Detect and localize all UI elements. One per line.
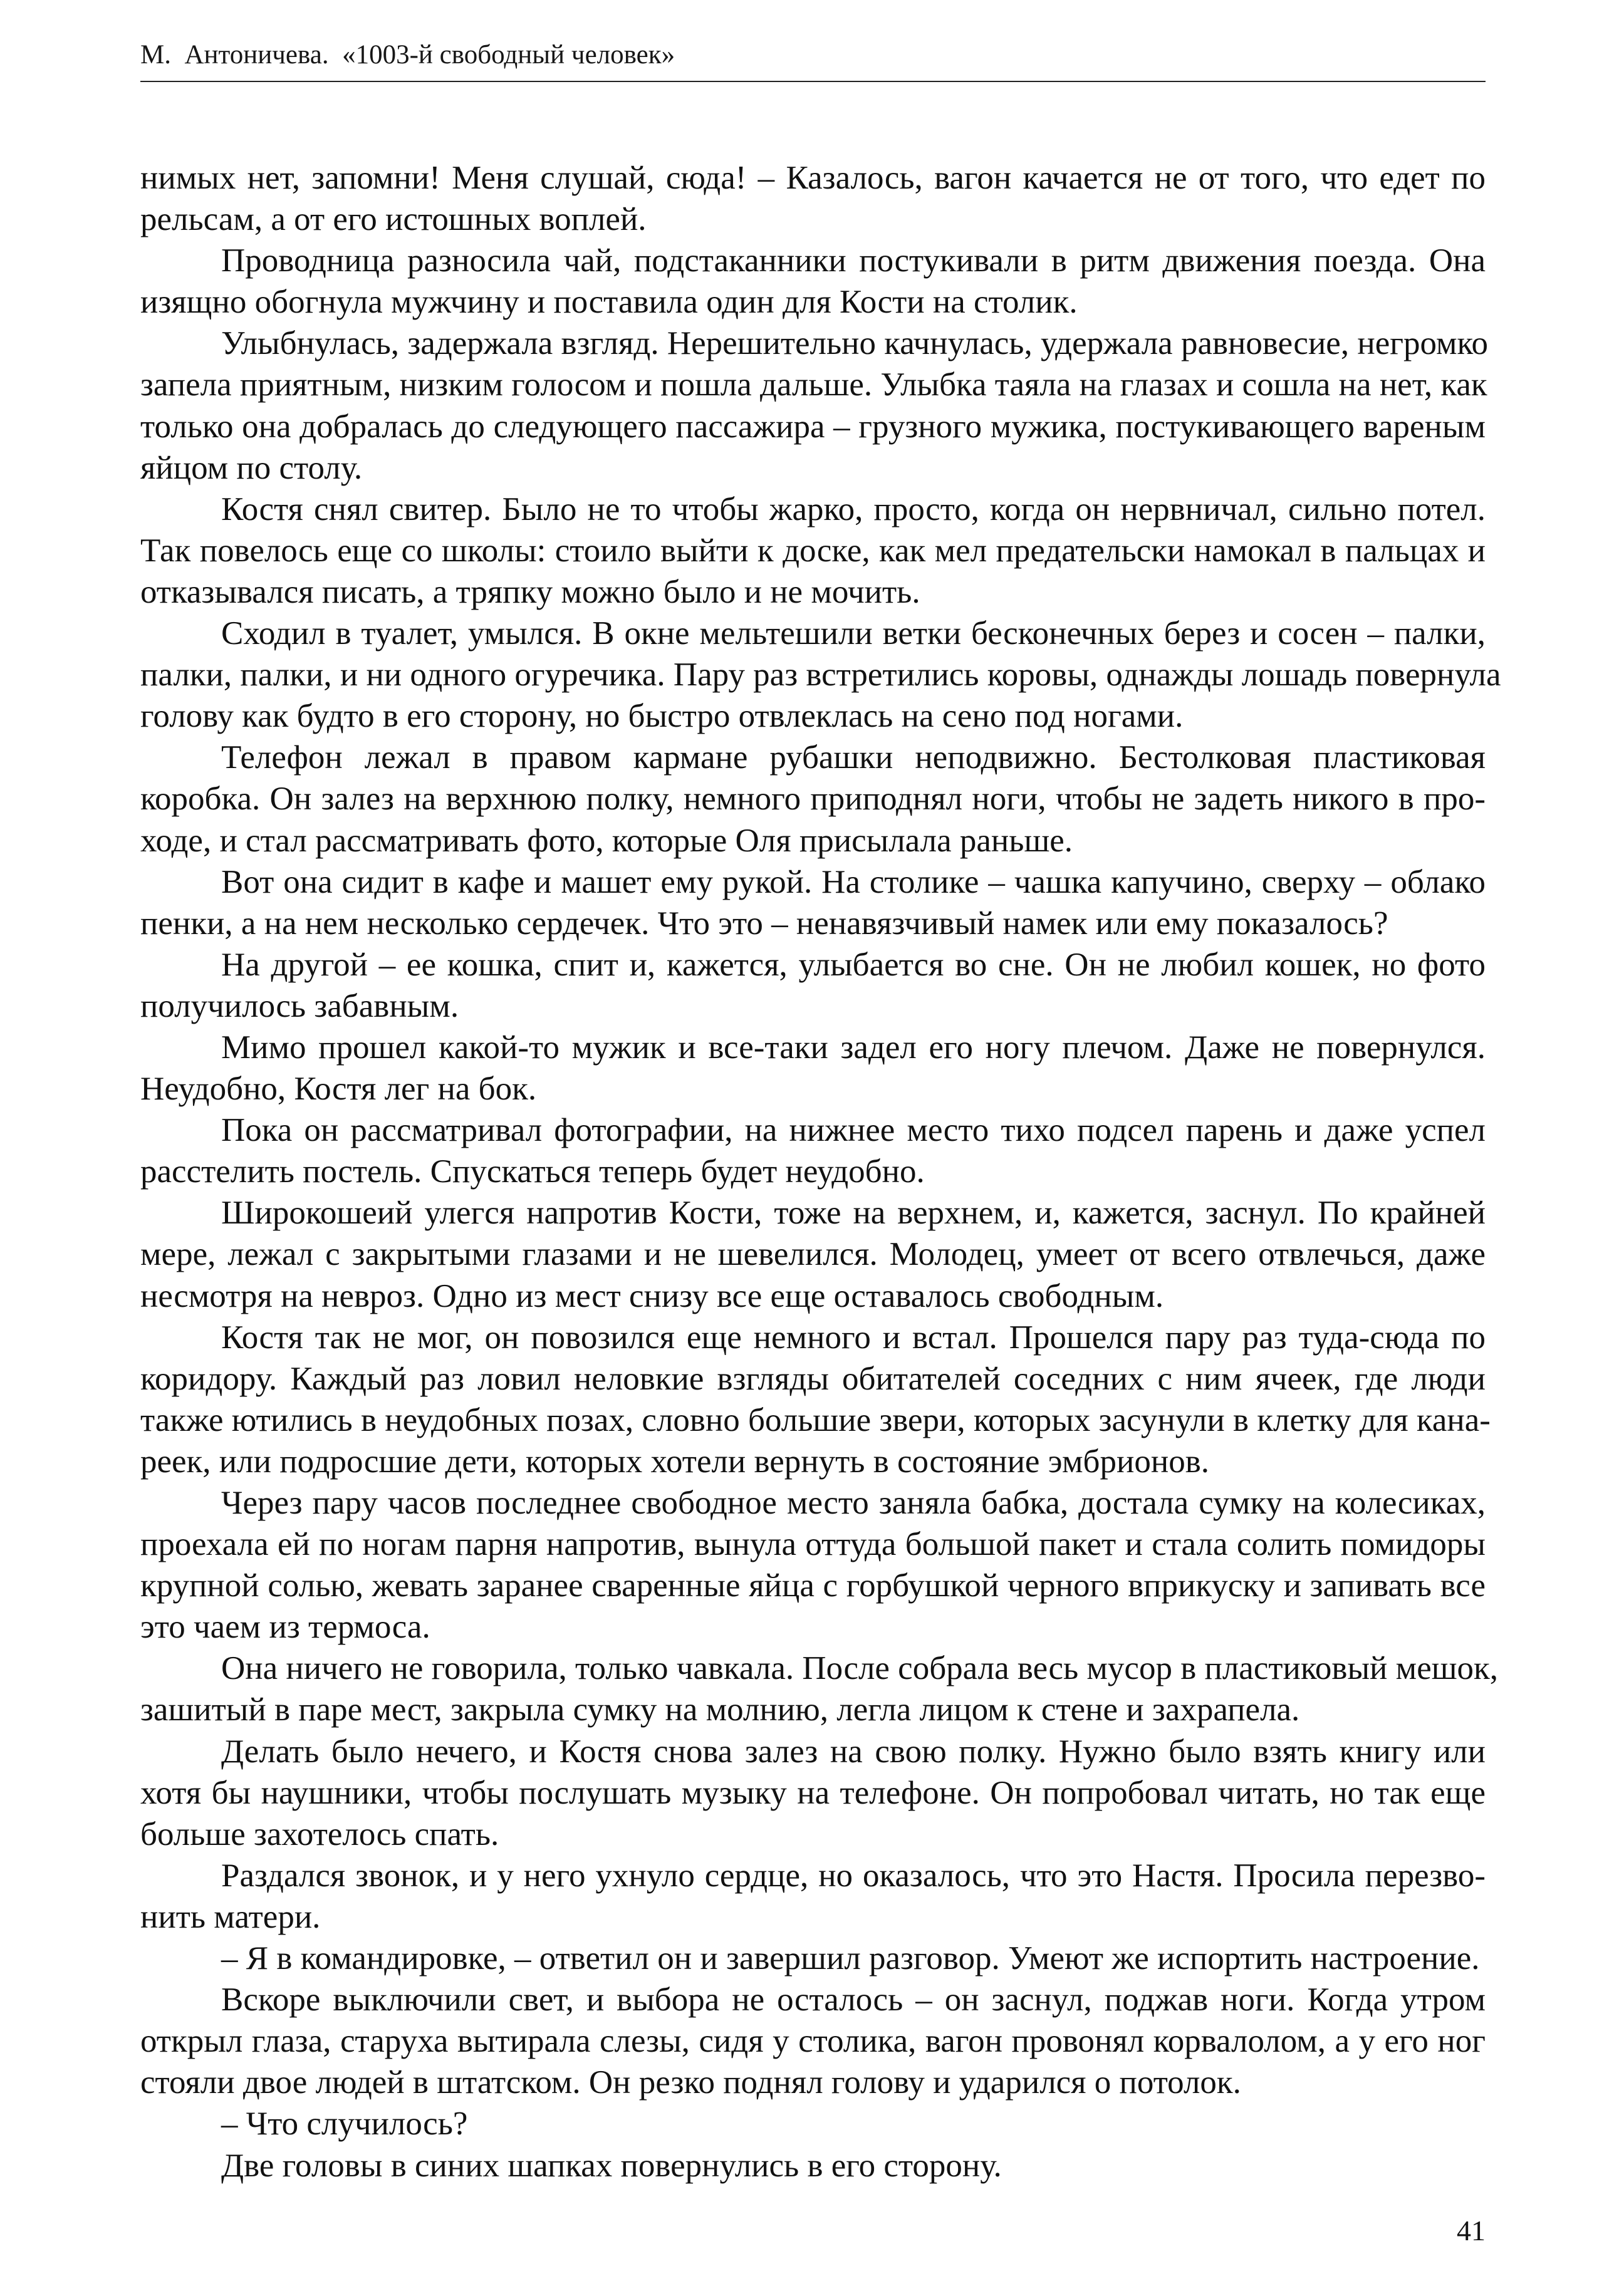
text-line: Через пару часов последнее свободное место заняла бабка, достала сумку на колесиках, [221, 1485, 1486, 1521]
paragraph [140, 1027, 1486, 1109]
text-line: Раздался звонок, и у него ухнуло сердце, но оказалось, что это Настя. Просила перезво- [221, 1857, 1486, 1894]
paragraph [140, 1192, 1486, 1316]
text-line: Вот она сидит в кафе и машет ему рукой. На столике – чашка капучино, сверху – облако [221, 863, 1486, 900]
text-line: Так повелось еще со школы: стоило выйти к доске, как мел предательски намокал в пальцах и [140, 532, 1486, 569]
paragraph [140, 323, 1489, 488]
text-line: больше захотелось спать. [140, 1816, 499, 1852]
text-line: открыл глаза, старуха вытирала слезы, сидя у столика, вагон провонял корвалолом, а у его ног [140, 2023, 1486, 2060]
text-line: Она ничего не говорила, только чавкала. После собрала весь мусор в пластиковый мешок, [221, 1650, 1499, 1687]
text-line: Телефон лежал в правом кармане рубашки неподвижно. Бестолковая пластиковая [221, 739, 1486, 776]
text-line: Пока он рассматривал фотографии, на нижнее место тихо подсел парень и даже успел [221, 1112, 1486, 1149]
text-line: Проводница разносила чай, подстаканники постукивали в ритм движения поезда. Она [221, 242, 1486, 279]
text-line: На другой – ее кошка, спит и, кажется, улыбается во сне. Он не любил кошек, но фото [221, 946, 1486, 983]
text-line: ходе, и стал рассматривать фото, которые Оля присылала раньше. [140, 822, 1073, 859]
text-line: Мимо прошел какой-то мужик и все-таки задел его ногу плечом. Даже не повернулся. [221, 1029, 1486, 1066]
text-line: стояли двое людей в штатском. Он резко поднял голову и ударился о потолок. [140, 2064, 1241, 2101]
text-line: хотя бы наушники, чтобы послушать музыку на телефоне. Он попробовал читать, но так еще [140, 1774, 1486, 1811]
header-rule [140, 81, 1486, 82]
text-line: – Что случилось? [221, 2106, 468, 2143]
paragraph [140, 157, 1486, 240]
page-number: 41 [1457, 2215, 1486, 2247]
text-line: только она добралась до следующего пассажира – грузного мужика, постукивающего вареным [140, 408, 1486, 445]
text-line: также ютились в неудобных позах, словно большие звери, которых засунули в клетку для кана- [140, 1401, 1491, 1438]
text-line: Сходил в туалет, умылся. В окне мельтешили ветки бесконечных берез и сосен – палки, [221, 615, 1486, 652]
paragraph [140, 2145, 1486, 2186]
text-line: запела приятным, низким голосом и пошла дальше. Улыбка таяла на глазах и сошла на нет, как [140, 366, 1487, 403]
text-line: расстелить постель. Спускаться теперь будет неудобно. [140, 1153, 925, 1190]
paragraph [140, 489, 1486, 613]
text-line: – Я в командировке, – ответил он и завершил разговор. Умеют же испортить настроение. [221, 1940, 1480, 1977]
text-line: это чаем из термоса. [140, 1609, 430, 1646]
body-text [140, 157, 1501, 2186]
text-line: яйцом по столу. [140, 449, 363, 486]
text-line: несмотря на невроз. Одно из мест снизу все еще оставалось свободным. [140, 1277, 1164, 1314]
text-line: Широкошеий улегся напротив Кости, тоже на верхнем, и, кажется, заснул. По крайней [221, 1195, 1486, 1232]
paragraph [140, 1317, 1491, 1482]
paragraph [140, 2103, 1486, 2144]
text-line: коробка. Он залез на верхнюю полку, немного приподнял ноги, чтобы не задеть никого в про- [140, 781, 1486, 818]
paragraph [140, 861, 1486, 944]
paragraph [140, 1109, 1486, 1192]
text-line: Костя так не мог, он повозился еще немного и встал. Прошелся пару раз туда-сюда по [221, 1319, 1486, 1356]
text-line: крупной солью, жевать заранее сваренные яйца с горбушкой черного вприкуску и запивать все [140, 1567, 1486, 1604]
text-line: Костя снял свитер. Было не то чтобы жарко, просто, когда он нервничал, сильно потел. [221, 491, 1486, 527]
text-line: коридору. Каждый раз ловил неловкие взгляды обитателей соседних с ним ячеек, где люди [140, 1360, 1486, 1397]
running-header: М. Антоничева. «1003-й свободный человек» [140, 40, 675, 70]
text-line: Две головы в синих шапках повернулись в его сторону. [221, 2147, 1002, 2184]
text-line: палки, палки, и ни одного огуречика. Пару раз встретились коровы, однажды лошадь повернула [140, 657, 1501, 693]
text-line: голову как будто в его сторону, но быстро отвлеклась на сено под ногами. [140, 698, 1184, 735]
text-line: Улыбнулась, задержала взгляд. Нерешительно качнулась, удержала равновесие, негромко [221, 325, 1489, 362]
text-line: Делать было нечего, и Костя снова залез на свою полку. Нужно было взять книгу или [221, 1733, 1486, 1770]
paragraph [140, 1938, 1486, 1979]
paragraph [140, 613, 1501, 737]
text-line: мере, лежал с закрытыми глазами и не шевелился. Молодец, умеет от всего отвлечься, даже [140, 1236, 1486, 1273]
text-line: отказывался писать, а тряпку можно было и не мочить. [140, 573, 920, 610]
text-line: изящно обогнула мужчину и поставила один для Кости на столик. [140, 284, 1078, 321]
paragraph [140, 1979, 1486, 2103]
text-line: Неудобно, Костя лег на бок. [140, 1071, 537, 1108]
text-line: реек, или подросшие дети, которых хотели вернуть в состояние эмбрионов. [140, 1443, 1209, 1480]
paragraph [140, 737, 1486, 861]
text-line: пенки, а на нем несколько сердечек. Что это – ненавязчивый намек или ему показалось? [140, 905, 1388, 942]
paragraph [140, 240, 1486, 323]
text-line: рельсам, а от его истошных воплей. [140, 201, 647, 238]
paragraph [140, 1731, 1486, 1855]
paragraph [140, 1648, 1499, 1730]
paragraph [140, 1855, 1486, 1938]
paragraph [140, 944, 1486, 1027]
text-line: Вскоре выключили свет, и выбора не осталось – он заснул, поджав ноги. Когда утром [221, 1982, 1486, 2018]
paragraph [140, 1482, 1486, 1648]
text-line: проехала ей по ногам парня напротив, вынула оттуда большой пакет и стала солить помидоры [140, 1526, 1486, 1563]
text-line: нимых нет, запомни! Меня слушай, сюда! – Казалось, вагон качается не от того, что едет по [140, 160, 1486, 196]
text-line: нить матери. [140, 1898, 321, 1935]
text-line: получилось забавным. [140, 987, 459, 1024]
text-line: зашитый в паре мест, закрыла сумку на молнию, легла лицом к стене и захрапела. [140, 1691, 1300, 1728]
